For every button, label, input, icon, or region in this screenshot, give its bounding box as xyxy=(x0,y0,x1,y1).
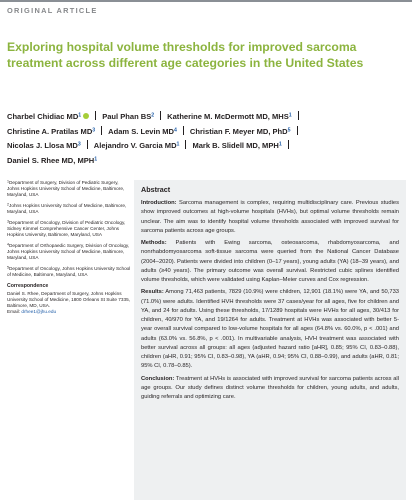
author-name[interactable]: Alejandro V. Garcia $MD^1$ xyxy=(93,141,180,150)
abstract-methods: Methods: Patients with Ewing sarcoma, osteosarcoma, rhabdomyosarcoma, and nonrhabdomyosarcoma soft-tissue sarcoma were queried from the National Cancer Database (2004–2020). Patients were divided into children (0–17 years), young adults (YA) (18–39 years), and adults (≥40 years). The primary outcome was overall survival. Restricted cubic splines identified volume thresholds, which were validated using Kaplan–Meier curves and Cox regression. xyxy=(141,240,399,283)
author-name[interactable]: Christian F. Meyer MD, PhD$^5$ xyxy=(189,126,291,136)
author-name[interactable]: Nicolas J. Llosa $MD^3$ xyxy=(7,141,81,150)
author-separator xyxy=(160,111,161,120)
abstract-heading: Abstract xyxy=(141,185,171,194)
author-separator xyxy=(288,140,289,149)
orcid-icon[interactable] xyxy=(83,113,89,119)
author-line-2 xyxy=(7,125,407,140)
author-separator xyxy=(183,126,184,135)
author-name[interactable]: Paul Phan $BS^2$ xyxy=(102,112,155,121)
correspondence-text: Daniel S. Rhee, Department of Surgery, Johns Hopkins University School of Medicine, 1800 Orleans St Suite 7335, Baltimore, MD, USA. Email: drhee1@jhu.edu xyxy=(7,291,130,314)
author-separator xyxy=(297,126,298,135)
author-line-1 xyxy=(7,110,407,125)
author-separator xyxy=(101,126,102,135)
article-title: Exploring hospital volume thresholds for improved sarcoma treatment across different age categories in the United States xyxy=(7,40,364,70)
email-link[interactable]: drhee1@jhu.edu xyxy=(21,309,57,314)
author-list xyxy=(7,110,407,168)
email-label: Email: xyxy=(7,309,21,314)
author-name[interactable]: Mark B. Slidell MD, MPH$^1$ xyxy=(192,141,282,150)
author-name[interactable]: Katherine M. McDermott MD, MHS$^1$ xyxy=(167,112,292,121)
author-separator xyxy=(87,140,88,149)
abstract-introduction: Introduction: Sarcoma management is complex, requiring multidisciplinary care. Previous studies show improved outcomes at high-volume hospitals (HVHs), but optimal volume thresholds remain unclear. The aim was to identify hospital volume thresholds associated with improved survival for sarcoma patients across age groups. xyxy=(141,200,400,234)
author-separator xyxy=(95,111,96,120)
article-type-label: ORIGINAL ARTICLE xyxy=(7,6,98,15)
affiliation: $^5$Department of Oncology, Johns Hopkins University School of Medicine, Baltimore, Maryland, USA xyxy=(7,265,131,277)
abstract-results: Results: Among 71,463 patients, 7829 (10.9%) were children, 12,901 (18.1%) were YA, and 50,733 (71.0%) were adults. Identified HVH thresholds were 37 cases/year for all ages, five for children and YA, and 24 for adults. Using these thresholds, 17/1289 hospitals were HVHs for all ages, 30/413 for children, 40/970 for YA, and 19/1264 for adults. Treatment at HVHs was associated with better 5-year overall survival compared to low-volume hospitals for all ages (64.8% vs. 60.0%, p < .001) and adults (63.0% vs. 56.8%, p < .001). In multivariable analysis, HVH treatment was associated with better survival across all groups: all ages (adjusted hazard ratio [aHR], 0.85; 95% CI, 0.83–0.88), children (aHR, 0.91; 95% CI, 0.83–0.98), YA (aHR, 0.94; 95% CI, 0.88–0.99), and adults (aHR, 0.81; 95% CI, 0.78–0.85). xyxy=(141,289,399,370)
author-line-4 xyxy=(7,154,407,169)
author-name[interactable]: Adam S. Levin $MD^4$ xyxy=(108,126,177,136)
author-line-3 xyxy=(7,139,407,154)
author-name[interactable]: Charbel Chidiac $MD^1$ xyxy=(7,112,89,121)
correspondence-label: Correspondence xyxy=(7,283,49,289)
top-rule xyxy=(0,0,412,2)
abstract-box xyxy=(134,180,406,500)
author-name[interactable]: Daniel S. Rhee MD, MPH$^1$ xyxy=(7,155,98,165)
affiliations-column xyxy=(7,180,132,320)
affiliation: $^3$Department of Oncology, Division of Pediatric Oncology, Sidney Kimmel Comprehensive Cancer Center, Johns Hopkins University, Baltimore, Maryland, USA xyxy=(7,219,126,237)
abstract-conclusion: Conclusion: Treatment at HVHs is associated with improved survival for sarcoma patients across all age groups. Our study defines distinct volume thresholds for children, young adults, and adults, guiding referrals and optimizing care. xyxy=(141,375,399,400)
author-name[interactable]: Christine A. Pratilas $MD^3$ xyxy=(7,126,96,136)
affiliation: $^1$Department of Surgery, Division of Pediatric Surgery, Johns Hopkins University School of Medicine, Baltimore, Maryland, USA xyxy=(7,179,125,197)
author-separator xyxy=(185,140,186,149)
author-separator xyxy=(298,111,299,120)
affiliation: $^2$Johns Hopkins University School of Medicine, Baltimore, Maryland, USA xyxy=(7,202,127,214)
affiliation: $^4$Department of Orthopaedic Surgery, Division of Oncology, Johns Hopkins University School of Medicine, Baltimore, Maryland, USA xyxy=(7,242,130,260)
